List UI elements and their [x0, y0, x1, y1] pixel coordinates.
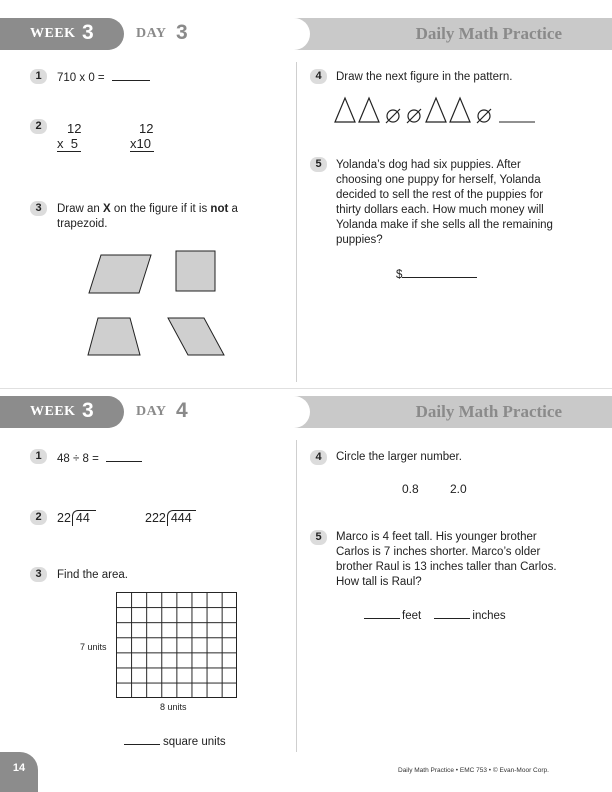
triangle-icon — [450, 98, 470, 122]
question-4-text: Circle the larger number. — [336, 451, 462, 463]
answer-blank[interactable] — [124, 733, 160, 745]
q2a-division — [57, 510, 96, 526]
question-4-text: Draw the next figure in the pattern. — [336, 71, 513, 83]
q2a-top: 12 — [67, 121, 82, 136]
question-3-text: Find the area. — [57, 569, 128, 581]
area-grid — [116, 592, 237, 698]
dollar-sign: $ — [396, 269, 403, 281]
q3-text-part: a — [228, 203, 238, 215]
week-number: 3 — [82, 21, 94, 44]
q3-bold-x: X — [103, 203, 111, 215]
grid-bottom-label: 8 units — [160, 702, 187, 712]
q5-line: Yolanda’s dog had six puppies. After — [336, 159, 521, 171]
feet-label: feet — [402, 610, 422, 622]
number-choice[interactable]: 0.8 — [402, 482, 419, 496]
question-number: 1 — [30, 69, 47, 84]
q3-text-part: Draw an — [57, 203, 104, 215]
question-number: 3 — [30, 567, 47, 582]
q2b-bottom: x10 — [130, 136, 154, 152]
week-label: WEEK — [30, 404, 76, 419]
question-number: 4 — [310, 69, 327, 84]
inches-label: inches — [472, 610, 506, 622]
divisor: 22 — [57, 511, 71, 525]
dividend: 444 — [167, 510, 196, 526]
question-number: 1 — [30, 449, 47, 464]
question-1-text — [57, 69, 150, 86]
grid-side-label: 7 units — [80, 642, 107, 652]
q3-text-line2: trapezoid. — [57, 218, 108, 230]
question-number: 5 — [310, 157, 327, 172]
q1-expression: 710 x 0 = — [57, 72, 105, 84]
answer-blank-feet[interactable] — [364, 607, 400, 619]
answer-unit: square units — [163, 736, 226, 748]
q5-line: brother Raul is 13 inches taller than Carlos. — [336, 561, 557, 573]
day-number: 4 — [176, 399, 188, 422]
triangle-icon — [426, 98, 446, 122]
q3-text-part: on the figure if it is — [110, 203, 211, 215]
q2b-top: 12 — [139, 121, 154, 136]
week-label: WEEK — [30, 26, 76, 41]
header-title: Daily Math Practice — [415, 402, 562, 421]
q2a-bottom: x 5 — [57, 136, 81, 152]
triangle-icon — [335, 98, 355, 122]
q3-bold-not: not — [210, 203, 229, 215]
question-number: 2 — [30, 510, 47, 525]
q5-answer — [396, 266, 477, 283]
column-divider — [296, 62, 297, 382]
answer-blank[interactable] — [402, 266, 477, 278]
page-number: 14 — [0, 752, 38, 792]
question-number: 2 — [30, 119, 47, 134]
header-title: Daily Math Practice — [415, 24, 562, 43]
day4-header — [0, 396, 612, 428]
question-1-text — [57, 450, 142, 467]
slashed-circle-icon — [407, 109, 421, 123]
parallelogram-shape[interactable] — [89, 255, 151, 293]
pattern-figures — [334, 96, 544, 126]
day-number: 3 — [176, 21, 188, 44]
footer-credit: Daily Math Practice • EMC 753 • © Evan-Moor Corp. — [398, 767, 549, 774]
number-choice[interactable]: 2.0 — [450, 482, 467, 496]
q5-line: Carlos is 7 inches shorter. Marco’s older — [336, 546, 541, 558]
question-number: 5 — [310, 530, 327, 545]
answer-blank[interactable] — [112, 69, 150, 81]
dividend: 44 — [72, 510, 96, 526]
q3-answer — [124, 733, 226, 750]
shapes-figures — [80, 248, 240, 360]
q5-answer — [364, 607, 506, 624]
q5-line: decided to sell the rest of the puppies for — [336, 189, 544, 201]
square-shape[interactable] — [176, 251, 215, 291]
question-number: 4 — [310, 450, 327, 465]
q2b-division — [145, 510, 196, 526]
week-number: 3 — [82, 399, 94, 422]
q5-line: puppies? — [336, 234, 383, 246]
day3-header — [0, 18, 612, 50]
slashed-circle-icon — [386, 109, 400, 123]
question-number: 3 — [30, 201, 47, 216]
divisor: 222 — [145, 511, 166, 525]
day-label: DAY — [136, 404, 167, 419]
answer-blank[interactable] — [106, 450, 142, 462]
q1-expression: 48 ÷ 8 = — [57, 453, 99, 465]
answer-blank-inches[interactable] — [434, 607, 470, 619]
trapezoid-shape[interactable] — [88, 318, 140, 355]
q5-line: How tall is Raul? — [336, 576, 422, 588]
day-label: DAY — [136, 26, 167, 41]
question-5-text — [336, 158, 586, 248]
q5-line: Marco is 4 feet tall. His younger brother — [336, 531, 537, 543]
q5-line: thirty dollars each. How much money will — [336, 204, 544, 216]
section-divider — [0, 388, 612, 389]
q5-line: Yolanda make if she sells all the remaining — [336, 219, 553, 231]
triangle-icon — [359, 98, 379, 122]
question-5-text — [336, 530, 586, 590]
question-3-text — [57, 202, 267, 232]
slashed-circle-icon — [477, 109, 491, 123]
q5-line: choosing one puppy for herself, Yolanda — [336, 174, 541, 186]
rhombus-shape[interactable] — [168, 318, 224, 355]
column-divider — [296, 440, 297, 752]
